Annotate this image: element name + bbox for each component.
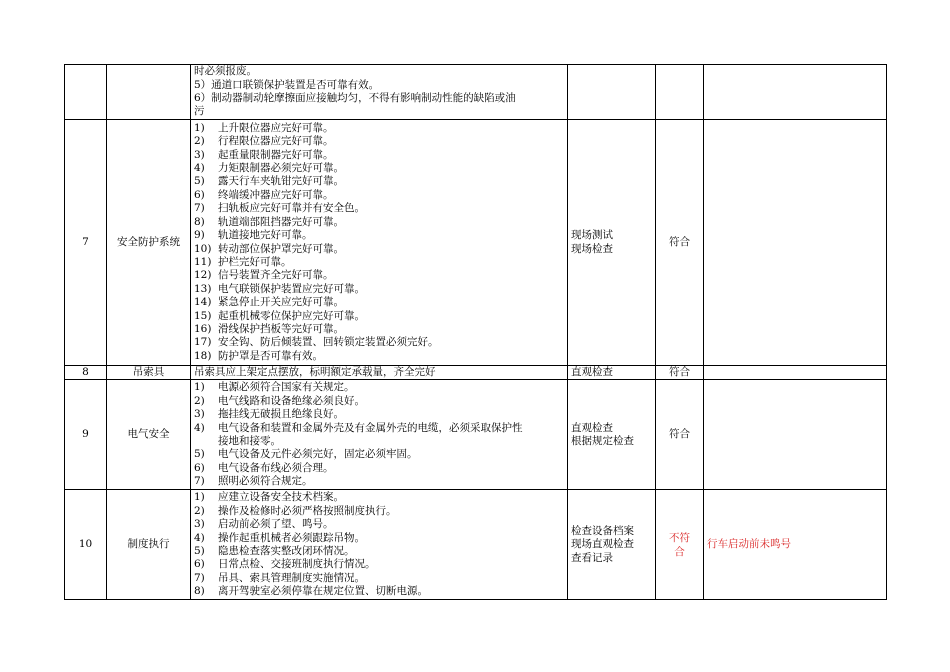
row-remark xyxy=(704,366,887,380)
content-line xyxy=(194,216,564,229)
method-line: 根据规定检查 xyxy=(571,434,634,447)
content-line-text: 电气设备及元件必须完好，固定必须牢固。 xyxy=(218,448,418,461)
row-remark xyxy=(704,120,887,366)
content-line: 污 xyxy=(194,105,205,118)
content-line xyxy=(194,448,564,461)
content-line-number: 4) xyxy=(194,531,205,544)
method-line: 现场检查 xyxy=(571,242,613,255)
row-remark xyxy=(704,65,887,120)
content-line-number: 8) xyxy=(194,215,205,228)
content-line xyxy=(194,283,564,296)
row-number: 10 xyxy=(65,490,107,600)
content-line-number: 16) xyxy=(194,322,212,335)
content-line-text: 照明必须符合规定。 xyxy=(218,475,313,488)
row-content xyxy=(191,490,568,600)
content-line-number: 5) xyxy=(194,448,205,461)
content-line xyxy=(194,475,564,488)
content-line-text: 上升限位器应完好可靠。 xyxy=(218,121,334,134)
content-line: 吊索具应上架定点摆放，标明额定承载量，齐全完好 xyxy=(194,366,436,378)
row-item: 制度执行 xyxy=(107,490,191,600)
content-line xyxy=(194,256,564,269)
content-line-text: 露天行车夹轨钳完好可靠。 xyxy=(218,175,344,188)
content-line xyxy=(194,395,564,408)
content-line-number: 12) xyxy=(194,269,212,282)
content-line-text: 行程限位器应完好可靠。 xyxy=(218,135,334,148)
content-line-text: 扫轨板应完好可靠并有安全色。 xyxy=(218,202,365,215)
content-line: 时必须报废。 xyxy=(194,65,257,78)
content-line xyxy=(194,269,564,282)
content-line-number: 9) xyxy=(194,229,205,242)
content-line-number: 7) xyxy=(194,202,205,215)
content-line xyxy=(194,585,564,598)
content-line xyxy=(194,122,564,135)
content-line xyxy=(194,350,564,363)
method-line: 检查设备档案 xyxy=(571,524,634,537)
content-line xyxy=(194,149,564,162)
content-line-number: 5) xyxy=(194,175,205,188)
content-line-text: 离开驾驶室必须停靠在规定位置、切断电源。 xyxy=(218,585,428,598)
content-line-text: 力矩限制器必须完好可靠。 xyxy=(218,162,344,175)
content-line xyxy=(194,135,564,148)
table-row xyxy=(65,490,887,600)
content-line xyxy=(194,381,564,394)
method-line: 直观检查 xyxy=(571,366,613,378)
content-line xyxy=(194,572,564,585)
content-line-text: 电气设备布线必须合理。 xyxy=(218,461,334,474)
content-line-number: 1) xyxy=(194,491,205,504)
content-line xyxy=(194,296,564,309)
content-line-text: 转动部位保护罩完好可靠。 xyxy=(218,242,344,255)
content-line-number: 11) xyxy=(194,255,212,268)
table-row xyxy=(65,380,887,490)
row-number: 7 xyxy=(65,120,107,366)
row-method xyxy=(568,366,656,380)
content-line-text: 起重量限制器完好可靠。 xyxy=(218,148,334,161)
content-line-text: 电气设备和装置和金属外壳及有金属外壳的电缆，必须采取保护性 xyxy=(218,421,523,434)
content-line-number: 13) xyxy=(194,282,212,295)
content-line xyxy=(194,545,564,558)
content-line-number: 8) xyxy=(194,585,205,598)
content-line: 5）通道口联锁保护装置是否可靠有效。 xyxy=(194,78,380,91)
content-line-number: 3) xyxy=(194,148,205,161)
row-number xyxy=(65,65,107,120)
content-line-number: 2) xyxy=(194,135,205,148)
row-result xyxy=(656,490,704,600)
method-line: 现场直观检查 xyxy=(571,538,634,551)
content-line: 6）制动器制动轮摩擦面应接触均匀，不得有影响制动性能的缺陷或油 xyxy=(194,92,516,104)
content-line xyxy=(194,189,564,202)
content-line-text: 起重机械零位保护应完好可靠。 xyxy=(218,309,365,322)
content-line xyxy=(194,243,564,256)
content-line xyxy=(194,532,564,545)
row-method xyxy=(568,120,656,366)
content-line xyxy=(194,491,564,504)
content-line-text: 轨道端部阻挡器完好可靠。 xyxy=(218,215,344,228)
content-line xyxy=(194,323,564,336)
content-line-text: 拖挂线无破损且绝缘良好。 xyxy=(218,408,344,421)
nonconform-text: 不符合 xyxy=(669,531,690,558)
content-line xyxy=(194,229,564,242)
row-number: 8 xyxy=(65,366,107,380)
content-line-text: 紧急停止开关应完好可靠。 xyxy=(218,296,344,309)
content-line-number: 6) xyxy=(194,461,205,474)
content-line-number: 5) xyxy=(194,544,205,557)
content-line-number: 7) xyxy=(194,571,205,584)
content-line xyxy=(194,336,564,349)
content-line-number: 7) xyxy=(194,475,205,488)
content-line-text: 信号装置齐全完好可靠。 xyxy=(218,269,334,282)
content-line-text: 应建立设备安全技术档案。 xyxy=(218,491,344,504)
row-content xyxy=(191,366,568,380)
content-line-text: 接地和接零。 xyxy=(218,434,281,447)
content-line-text: 防护罩是否可靠有效。 xyxy=(218,349,323,362)
row-item xyxy=(107,65,191,120)
content-line-number: 3) xyxy=(194,408,205,421)
content-line xyxy=(194,505,564,518)
content-line-text: 护栏完好可靠。 xyxy=(218,255,292,268)
content-line-text: 轨道接地完好可靠。 xyxy=(218,229,313,242)
row-result xyxy=(656,65,704,120)
table-row xyxy=(65,65,887,120)
row-method xyxy=(568,65,656,120)
content-line-number: 10) xyxy=(194,242,212,255)
row-number: 9 xyxy=(65,380,107,490)
row-item: 电气安全 xyxy=(107,380,191,490)
method-line: 查看记录 xyxy=(571,551,613,564)
content-line xyxy=(194,202,564,215)
content-line xyxy=(194,558,564,571)
row-content xyxy=(191,65,568,120)
content-line-number: 6) xyxy=(194,188,205,201)
content-line xyxy=(194,310,564,323)
row-content xyxy=(191,120,568,366)
row-content xyxy=(191,380,568,490)
content-line xyxy=(194,435,564,448)
content-line-number: 18) xyxy=(194,349,212,362)
content-line-text: 操作及检修时必须严格按照制度执行。 xyxy=(218,504,397,517)
content-line-text: 滑线保护挡板等完好可靠。 xyxy=(218,322,344,335)
row-remark: 行车启动前未鸣号 xyxy=(704,490,887,600)
row-result: 符合 xyxy=(656,366,704,380)
content-line xyxy=(194,518,564,531)
row-remark xyxy=(704,380,887,490)
content-line-number: 2) xyxy=(194,504,205,517)
content-line-number: 6) xyxy=(194,558,205,571)
inspection-table-body xyxy=(65,65,887,600)
content-line-text: 终端缓冲器应完好可靠。 xyxy=(218,188,334,201)
content-line xyxy=(194,422,564,435)
content-line xyxy=(194,462,564,475)
content-line-text: 操作起重机械者必须跟踪吊物。 xyxy=(218,531,365,544)
content-line-number: 1) xyxy=(194,381,205,394)
row-result: 符合 xyxy=(656,380,704,490)
content-line-number: 1) xyxy=(194,121,205,134)
content-line-text: 电气联锁保护装置应完好可靠。 xyxy=(218,282,365,295)
content-line xyxy=(194,408,564,421)
content-line-text: 电源必须符合国家有关规定。 xyxy=(218,381,355,394)
row-result: 符合 xyxy=(656,120,704,366)
content-line-number: 4) xyxy=(194,162,205,175)
row-item: 安全防护系统 xyxy=(107,120,191,366)
content-line-text: 日常点检、交接班制度执行情况。 xyxy=(218,558,376,571)
row-item: 吊索具 xyxy=(107,366,191,380)
content-line-number: 17) xyxy=(194,336,212,349)
content-line-number: 2) xyxy=(194,394,205,407)
method-line: 直观检查 xyxy=(571,421,613,434)
content-line-number: 3) xyxy=(194,518,205,531)
content-line-number: 15) xyxy=(194,309,212,322)
content-line-text: 安全钩、防后倾装置、回转锁定装置必须完好。 xyxy=(218,336,439,349)
content-line-text: 吊具、索具管理制度实施情况。 xyxy=(218,571,365,584)
content-line xyxy=(194,175,564,188)
content-line-text: 启动前必须了望、鸣号。 xyxy=(218,518,334,531)
content-line-number: 14) xyxy=(194,296,212,309)
method-line: 现场测试 xyxy=(571,229,613,242)
row-method xyxy=(568,380,656,490)
row-method xyxy=(568,490,656,600)
table-row xyxy=(65,366,887,380)
content-line-number: 4) xyxy=(194,421,205,434)
content-line-text: 电气线路和设备绝缘必须良好。 xyxy=(218,394,365,407)
inspection-table xyxy=(64,64,887,600)
table-row xyxy=(65,120,887,366)
content-line xyxy=(194,162,564,175)
content-line-text: 隐患检查落实整改闭环情况。 xyxy=(218,544,355,557)
